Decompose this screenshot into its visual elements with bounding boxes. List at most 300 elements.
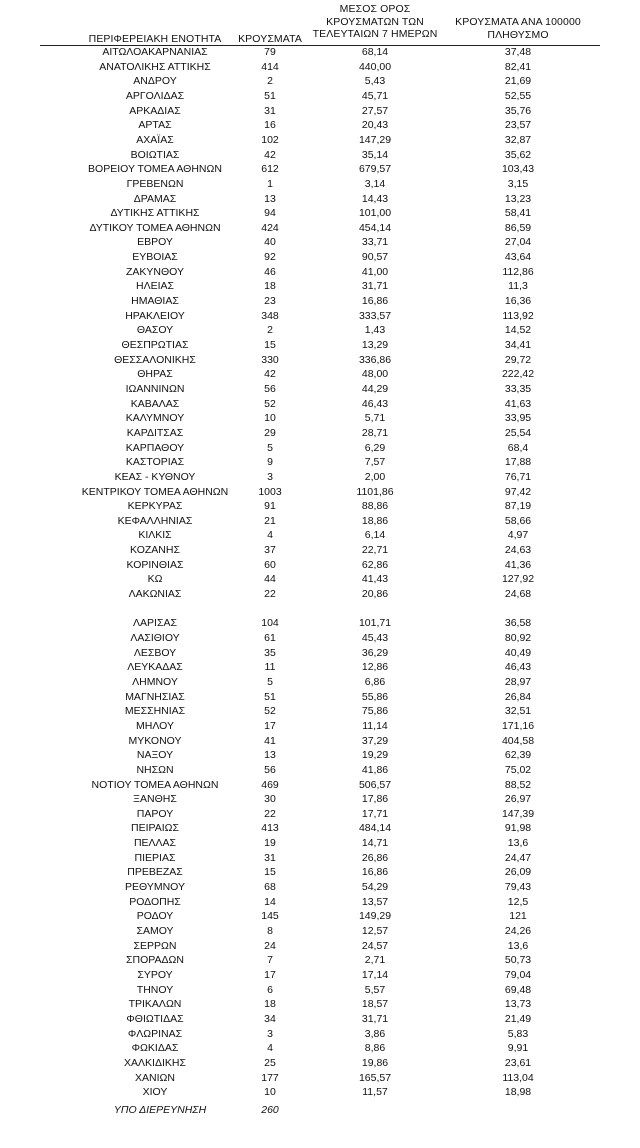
table-row bbox=[0, 851, 640, 866]
table-row bbox=[0, 1027, 640, 1042]
cell-per: 36,58 bbox=[504, 617, 532, 630]
cell-avg: 28,71 bbox=[361, 426, 389, 439]
cell-region: ΜΗΛΟΥ bbox=[136, 719, 174, 732]
cell-per: 88,52 bbox=[504, 778, 532, 791]
cell-region: ΚΟΖΑΝΗΣ bbox=[130, 544, 180, 557]
cell-avg: 101,00 bbox=[358, 207, 392, 220]
cell-cases: 348 bbox=[261, 309, 279, 322]
cell-cases: 51 bbox=[264, 690, 276, 703]
cell-avg: 8,86 bbox=[364, 1042, 386, 1055]
table-row bbox=[0, 367, 640, 382]
cell-per: 9,91 bbox=[507, 1042, 529, 1055]
cell-region: ΖΑΚΥΝΘΟΥ bbox=[125, 265, 184, 278]
cell-per: 35,76 bbox=[504, 104, 532, 117]
cell-avg: 75,86 bbox=[361, 705, 389, 718]
table-row bbox=[0, 470, 640, 485]
cell-region: ΚΟΡΙΝΘΙΑΣ bbox=[126, 558, 184, 571]
cell-per: 58,41 bbox=[504, 207, 532, 220]
cell-avg: 2,00 bbox=[364, 470, 386, 483]
table-row bbox=[0, 660, 640, 675]
cell-cases: 102 bbox=[261, 133, 279, 146]
cell-avg: 14,43 bbox=[361, 192, 389, 205]
cell-cases: 94 bbox=[264, 207, 276, 220]
cell-per: 17,88 bbox=[504, 456, 532, 469]
table-row bbox=[0, 397, 640, 412]
cell-per: 23,61 bbox=[504, 1056, 532, 1069]
cell-cases: 24 bbox=[264, 939, 276, 952]
cell-cases: 612 bbox=[261, 163, 279, 176]
cell-cases: 44 bbox=[264, 573, 276, 586]
cell-region: ΠΑΡΟΥ bbox=[136, 807, 174, 820]
cell-cases: 15 bbox=[264, 339, 276, 351]
cell-region: ΝΟΤΙΟΥ ΤΟΜΕΑ ΑΘΗΝΩΝ bbox=[91, 778, 219, 791]
cell-region: ΚΕΝΤΡΙΚΟΥ ΤΟΜΕΑ ΑΘΗΝΩΝ bbox=[81, 485, 229, 498]
cell-region: ΣΕΡΡΩΝ bbox=[133, 939, 177, 952]
cell-per: 24,47 bbox=[504, 851, 532, 864]
header-avg-line-1: ΜΕΣΟΣ ΟΡΟΣ bbox=[339, 3, 411, 15]
cell-cases: 2 bbox=[267, 324, 273, 337]
cell-region: ΑΝΑΤΟΛΙΚΗΣ ΑΤΤΙΚΗΣ bbox=[99, 60, 211, 73]
cell-region: ΧΑΛΚΙΔΙΚΗΣ bbox=[124, 1056, 186, 1069]
table-row bbox=[0, 880, 640, 895]
cell-cases: 7 bbox=[267, 954, 273, 967]
cell-avg: 484,14 bbox=[358, 822, 392, 835]
cell-region: ΑΡΤΑΣ bbox=[138, 119, 172, 132]
cell-per: 21,69 bbox=[504, 75, 532, 88]
cell-region: ΘΕΣΣΑΛΟΝΙΚΗΣ bbox=[114, 353, 196, 366]
cell-per: 25,54 bbox=[504, 426, 532, 439]
cell-region: ΣΠΟΡΑΔΩΝ bbox=[126, 954, 184, 967]
cell-avg: 3,14 bbox=[364, 177, 386, 190]
cell-cases: 35 bbox=[264, 646, 276, 659]
cell-avg: 13,29 bbox=[361, 339, 389, 351]
cell-avg: 13,57 bbox=[361, 895, 389, 908]
cell-per: 33,35 bbox=[504, 382, 532, 395]
cell-cases: 91 bbox=[264, 500, 276, 513]
cell-avg: 16,86 bbox=[361, 866, 389, 879]
cell-per: 147,39 bbox=[501, 807, 535, 820]
cell-cases: 13 bbox=[264, 749, 276, 762]
cell-region: ΚΕΡΚΥΡΑΣ bbox=[127, 500, 183, 513]
table-row bbox=[0, 778, 640, 793]
table-row bbox=[0, 294, 640, 309]
cell-region: ΚΑΡΠΑΘΟΥ bbox=[125, 441, 185, 454]
cell-avg: 17,14 bbox=[361, 968, 389, 981]
cell-cases: 104 bbox=[261, 617, 279, 630]
table-row bbox=[0, 74, 640, 89]
table-row bbox=[0, 616, 640, 631]
cell-cases: 56 bbox=[264, 382, 276, 395]
cell-region: ΔΥΤΙΚΟΥ ΤΟΜΕΑ ΑΘΗΝΩΝ bbox=[89, 221, 221, 234]
cell-per: 29,72 bbox=[504, 353, 532, 366]
table-row bbox=[0, 792, 640, 807]
cell-region: ΠΙΕΡΙΑΣ bbox=[134, 851, 176, 864]
table-row bbox=[0, 382, 640, 397]
cell-avg: 26,86 bbox=[361, 851, 389, 864]
cell-avg: 12,57 bbox=[361, 925, 389, 937]
table-row bbox=[0, 148, 640, 163]
cell-avg: 3,86 bbox=[364, 1027, 386, 1040]
cell-cases: 6 bbox=[267, 983, 273, 996]
cell-avg: 11,14 bbox=[362, 719, 388, 732]
cell-cases: 4 bbox=[267, 529, 273, 542]
table-row bbox=[0, 821, 640, 836]
cell-per: 80,92 bbox=[504, 632, 532, 644]
table-row bbox=[0, 748, 640, 763]
table-row bbox=[0, 939, 640, 954]
cell-avg: 48,00 bbox=[361, 368, 389, 381]
cell-per: 23,57 bbox=[504, 119, 532, 132]
table-row bbox=[0, 968, 640, 983]
cell-avg: 5,57 bbox=[364, 983, 386, 996]
cell-cases: 37 bbox=[264, 544, 276, 557]
table-row bbox=[0, 485, 640, 500]
cell-cases: 79 bbox=[264, 46, 276, 58]
cell-cases: 29 bbox=[264, 426, 276, 439]
cell-region: ΗΛΕΙΑΣ bbox=[135, 280, 174, 293]
cell-per: 12,5 bbox=[507, 895, 529, 908]
table-row bbox=[0, 441, 640, 456]
cell-per: 26,84 bbox=[504, 690, 532, 703]
table-row bbox=[0, 323, 640, 338]
cell-avg: 679,57 bbox=[358, 163, 392, 176]
cell-cases: 10 bbox=[264, 1086, 276, 1099]
cell-per: 26,97 bbox=[504, 793, 532, 806]
cell-avg: 7,57 bbox=[364, 456, 386, 469]
cell-cases: 41 bbox=[264, 734, 276, 747]
table-row bbox=[0, 631, 640, 646]
cell-region: ΚΑΒΑΛΑΣ bbox=[130, 397, 180, 410]
cell-avg: 6,29 bbox=[364, 441, 386, 454]
cell-per: 103,43 bbox=[501, 163, 535, 176]
table-row bbox=[0, 1012, 640, 1027]
table-row bbox=[0, 1071, 640, 1086]
cell-avg: 147,29 bbox=[358, 133, 392, 146]
cell-per: 52,55 bbox=[504, 89, 532, 102]
cell-region: ΡΟΔΟΠΗΣ bbox=[129, 895, 181, 908]
cell-avg: 11,57 bbox=[362, 1086, 388, 1099]
table-row bbox=[0, 411, 640, 426]
table-row bbox=[0, 807, 640, 822]
table-row bbox=[0, 235, 640, 250]
cell-cases: 13 bbox=[264, 192, 276, 205]
cell-cases: 40 bbox=[264, 236, 276, 249]
table-row bbox=[0, 162, 640, 177]
cell-per: 68,4 bbox=[507, 441, 529, 454]
table-row bbox=[0, 836, 640, 851]
cell-region: ΚΑΣΤΟΡΙΑΣ bbox=[125, 456, 185, 469]
cell-per: 33,95 bbox=[504, 412, 532, 425]
cell-cases: 61 bbox=[264, 632, 276, 644]
table-row bbox=[0, 514, 640, 529]
cell-cases: 17 bbox=[264, 719, 276, 732]
cell-cases: 18 bbox=[264, 280, 276, 293]
cell-avg: 90,57 bbox=[361, 251, 389, 264]
cell-per: 79,04 bbox=[504, 968, 532, 981]
cell-cases: 42 bbox=[264, 368, 276, 381]
cell-region: ΔΥΤΙΚΗΣ ΑΤΤΙΚΗΣ bbox=[110, 207, 200, 220]
table-row bbox=[0, 133, 640, 148]
table-row bbox=[0, 983, 640, 998]
table-row bbox=[0, 543, 640, 558]
table-row bbox=[0, 719, 640, 734]
cell-avg: 45,71 bbox=[361, 89, 389, 102]
cell-region: ΛΑΣΙΘΙΟΥ bbox=[130, 632, 180, 644]
table-row bbox=[0, 909, 640, 924]
cell-per: 43,64 bbox=[504, 251, 532, 264]
cell-per: 91,98 bbox=[504, 822, 532, 835]
cell-region: ΚΕΑΣ - ΚΥΘΝΟΥ bbox=[114, 470, 196, 483]
cell-region: ΙΩΑΝΝΙΝΩΝ bbox=[125, 382, 185, 395]
footer-value: 260 bbox=[261, 1104, 279, 1116]
table-row bbox=[0, 953, 640, 968]
cell-cases: 56 bbox=[264, 763, 276, 776]
cell-cases: 51 bbox=[264, 89, 276, 102]
header-per-line-1: ΚΡΟΥΣΜΑΤΑ ΑΝΑ 100000 bbox=[455, 16, 581, 28]
cell-region: ΗΜΑΘΙΑΣ bbox=[131, 295, 179, 308]
cell-per: 113,04 bbox=[502, 1071, 534, 1084]
cell-per: 171,16 bbox=[501, 719, 535, 732]
cell-region: ΛΑΚΩΝΙΑΣ bbox=[128, 588, 182, 601]
cell-cases: 92 bbox=[264, 251, 276, 264]
header-seven-day-average bbox=[305, 3, 445, 41]
cell-per: 41,36 bbox=[504, 558, 532, 571]
cell-avg: 506,57 bbox=[358, 778, 392, 791]
table-row bbox=[0, 221, 640, 236]
table-row bbox=[0, 690, 640, 705]
cell-avg: 36,29 bbox=[361, 646, 389, 659]
cell-per: 27,04 bbox=[504, 236, 532, 249]
cell-avg: 19,86 bbox=[361, 1056, 389, 1069]
cell-cases: 21 bbox=[264, 514, 276, 527]
cell-region: ΘΗΡΑΣ bbox=[137, 368, 173, 381]
cell-per: 32,51 bbox=[504, 705, 532, 718]
table-row bbox=[0, 45, 640, 60]
cell-per: 69,48 bbox=[504, 983, 532, 996]
cell-region: ΞΑΝΘΗΣ bbox=[133, 793, 177, 806]
cell-region: ΣΥΡΟΥ bbox=[137, 968, 173, 981]
cell-cases: 177 bbox=[261, 1071, 279, 1084]
cell-per: 26,09 bbox=[504, 866, 532, 879]
cell-avg: 35,14 bbox=[361, 148, 389, 161]
cell-region: ΜΥΚΟΝΟΥ bbox=[128, 734, 182, 747]
cell-cases: 31 bbox=[264, 851, 276, 864]
header-region: ΠΕΡΙΦΕΡΕΙΑΚΗ ΕΝΟΤΗΤΑ bbox=[88, 33, 222, 45]
cell-region: ΧΑΝΙΩΝ bbox=[135, 1071, 175, 1084]
cell-region: ΛΕΥΚΑΔΑΣ bbox=[127, 661, 183, 674]
table-row bbox=[0, 455, 640, 470]
table-row bbox=[0, 572, 640, 587]
cell-region: ΑΡΚΑΔΙΑΣ bbox=[129, 104, 181, 117]
cell-avg: 18,57 bbox=[361, 998, 389, 1011]
cell-cases: 9 bbox=[267, 456, 273, 469]
table-row bbox=[0, 587, 640, 602]
cell-region: ΔΡΑΜΑΣ bbox=[133, 192, 177, 205]
cell-region: ΚΙΛΚΙΣ bbox=[138, 529, 172, 542]
cell-region: ΛΕΣΒΟΥ bbox=[133, 646, 177, 659]
cell-avg: 440,00 bbox=[358, 60, 392, 73]
cell-cases: 1 bbox=[267, 177, 273, 190]
cell-per: 5,83 bbox=[507, 1027, 529, 1040]
cell-avg: 45,43 bbox=[361, 632, 389, 644]
cell-region: ΛΑΡΙΣΑΣ bbox=[133, 617, 177, 630]
cell-cases: 22 bbox=[264, 807, 276, 820]
cell-avg: 2,71 bbox=[364, 954, 386, 967]
cell-region: ΑΧΑΪΑΣ bbox=[136, 133, 174, 146]
table-row bbox=[0, 104, 640, 119]
table-row bbox=[0, 704, 640, 719]
cell-avg: 33,71 bbox=[361, 236, 389, 249]
cell-region: ΚΑΛΥΜΝΟΥ bbox=[125, 412, 185, 425]
cell-per: 14,52 bbox=[504, 324, 532, 337]
cell-avg: 24,57 bbox=[361, 939, 389, 952]
cell-region: ΑΝΔΡΟΥ bbox=[133, 75, 177, 88]
cell-avg: 165,57 bbox=[358, 1071, 392, 1084]
cell-per: 79,43 bbox=[504, 881, 532, 894]
cell-per: 222,42 bbox=[501, 368, 535, 381]
cell-region: ΠΡΕΒΕΖΑΣ bbox=[127, 866, 183, 879]
cell-region: ΑΙΤΩΛΟΑΚΑΡΝΑΝΙΑΣ bbox=[102, 46, 208, 58]
cell-avg: 18,86 bbox=[361, 514, 389, 527]
cell-avg: 27,57 bbox=[361, 104, 389, 117]
cell-avg: 20,43 bbox=[361, 119, 389, 132]
table-row bbox=[0, 1056, 640, 1071]
table-row bbox=[0, 997, 640, 1012]
table-row bbox=[0, 558, 640, 573]
cell-avg: 6,86 bbox=[364, 675, 386, 688]
cell-avg: 20,86 bbox=[361, 588, 389, 601]
cell-cases: 424 bbox=[261, 221, 279, 234]
cell-region: ΒΟΙΩΤΙΑΣ bbox=[130, 148, 180, 161]
cell-region: ΑΡΓΟΛΙΔΑΣ bbox=[125, 89, 185, 102]
cell-per: 35,62 bbox=[504, 148, 532, 161]
cell-cases: 469 bbox=[261, 778, 279, 791]
cell-cases: 17 bbox=[264, 968, 276, 981]
cell-region: ΓΡΕΒΕΝΩΝ bbox=[126, 177, 184, 190]
cell-cases: 30 bbox=[264, 793, 276, 806]
cell-avg: 41,43 bbox=[361, 573, 389, 586]
cell-cases: 10 bbox=[264, 412, 276, 425]
cell-per: 404,58 bbox=[501, 734, 535, 747]
cell-per: 24,63 bbox=[504, 544, 532, 557]
table-row bbox=[0, 499, 640, 514]
cell-region: ΝΗΣΩΝ bbox=[136, 763, 174, 776]
cell-avg: 17,86 bbox=[361, 793, 389, 806]
cell-per: 127,92 bbox=[501, 573, 535, 586]
cell-cases: 31 bbox=[264, 104, 276, 117]
cell-avg: 88,86 bbox=[361, 500, 389, 513]
cell-per: 113,92 bbox=[502, 309, 534, 322]
cell-avg: 336,86 bbox=[358, 353, 392, 366]
cell-cases: 68 bbox=[264, 881, 276, 894]
cell-per: 62,39 bbox=[504, 749, 532, 762]
table-row bbox=[0, 924, 640, 939]
cell-per: 46,43 bbox=[504, 661, 532, 674]
table-row bbox=[0, 528, 640, 543]
cell-cases: 3 bbox=[267, 470, 273, 483]
cell-cases: 34 bbox=[264, 1012, 276, 1025]
cell-region: ΚΕΦΑΛΛΗΝΙΑΣ bbox=[117, 514, 193, 527]
cell-cases: 52 bbox=[264, 397, 276, 410]
table-row bbox=[0, 60, 640, 75]
table-row bbox=[0, 353, 640, 368]
table-row bbox=[0, 265, 640, 280]
cell-per: 4,97 bbox=[507, 529, 529, 542]
table-row bbox=[0, 895, 640, 910]
cell-cases: 5 bbox=[267, 441, 273, 454]
table-row bbox=[0, 177, 640, 192]
cell-cases: 23 bbox=[264, 295, 276, 308]
cell-avg: 55,86 bbox=[361, 690, 389, 703]
cell-cases: 25 bbox=[264, 1056, 276, 1069]
cell-region: ΘΑΣΟΥ bbox=[136, 324, 174, 337]
cell-avg: 16,86 bbox=[361, 295, 389, 308]
cell-avg: 12,86 bbox=[361, 661, 389, 674]
cell-region: ΝΑΞΟΥ bbox=[136, 749, 174, 762]
cell-cases: 42 bbox=[264, 148, 276, 161]
cell-region: ΠΕΛΛΑΣ bbox=[133, 837, 177, 850]
cell-region: ΦΘΙΩΤΙΔΑΣ bbox=[126, 1012, 184, 1025]
cell-avg: 19,29 bbox=[361, 749, 389, 762]
table-row bbox=[0, 763, 640, 778]
cell-per: 16,36 bbox=[504, 295, 532, 308]
cell-avg: 46,43 bbox=[361, 397, 389, 410]
cell-region: ΡΕΘΥΜΝΟΥ bbox=[124, 881, 185, 894]
table-row bbox=[0, 646, 640, 661]
cell-region: ΠΕΙΡΑΙΩΣ bbox=[131, 822, 179, 835]
cell-per: 58,66 bbox=[504, 514, 532, 527]
cell-per: 40,49 bbox=[504, 646, 532, 659]
cell-cases: 2 bbox=[267, 75, 273, 88]
cell-per: 13,73 bbox=[504, 998, 532, 1011]
cell-avg: 5,43 bbox=[364, 75, 386, 88]
cell-avg: 17,71 bbox=[361, 807, 389, 820]
cell-per: 28,97 bbox=[504, 675, 532, 688]
cell-region: ΛΗΜΝΟΥ bbox=[132, 675, 178, 688]
cell-cases: 19 bbox=[264, 837, 276, 850]
cell-region: ΧΙΟΥ bbox=[142, 1086, 168, 1099]
cell-avg: 1,43 bbox=[364, 324, 386, 337]
cell-avg: 454,14 bbox=[358, 221, 392, 234]
table-row bbox=[0, 206, 640, 221]
table-row bbox=[0, 1085, 640, 1100]
cell-region: ΒΟΡΕΙΟΥ ΤΟΜΕΑ ΑΘΗΝΩΝ bbox=[88, 163, 222, 176]
header-cases: ΚΡΟΥΣΜΑΤΑ bbox=[238, 33, 302, 45]
cell-region: ΕΥΒΟΙΑΣ bbox=[132, 251, 178, 264]
cell-cases: 18 bbox=[264, 998, 276, 1011]
table-row bbox=[0, 1041, 640, 1056]
table-row bbox=[0, 675, 640, 690]
cell-avg: 333,57 bbox=[358, 309, 392, 322]
cell-avg: 149,29 bbox=[358, 910, 392, 923]
cell-per: 37,48 bbox=[504, 46, 532, 58]
cell-per: 18,98 bbox=[504, 1086, 532, 1099]
cell-per: 76,71 bbox=[504, 470, 532, 483]
table-row bbox=[0, 865, 640, 880]
header-per-line-2: ΠΛΗΘΥΣΜΟ bbox=[487, 28, 549, 41]
table-row bbox=[0, 192, 640, 207]
cell-cases: 8 bbox=[267, 925, 273, 937]
cell-per: 24,26 bbox=[504, 925, 532, 937]
cell-avg: 37,29 bbox=[361, 734, 389, 747]
cell-avg: 6,14 bbox=[364, 529, 386, 542]
cell-cases: 3 bbox=[267, 1027, 273, 1040]
cell-per: 41,63 bbox=[504, 397, 532, 410]
cell-avg: 62,86 bbox=[361, 558, 389, 571]
cell-avg: 41,00 bbox=[361, 265, 389, 278]
header-avg-line-2: ΚΡΟΥΣΜΑΤΩΝ ΤΩΝ bbox=[326, 15, 424, 28]
cell-cases: 414 bbox=[261, 60, 279, 73]
